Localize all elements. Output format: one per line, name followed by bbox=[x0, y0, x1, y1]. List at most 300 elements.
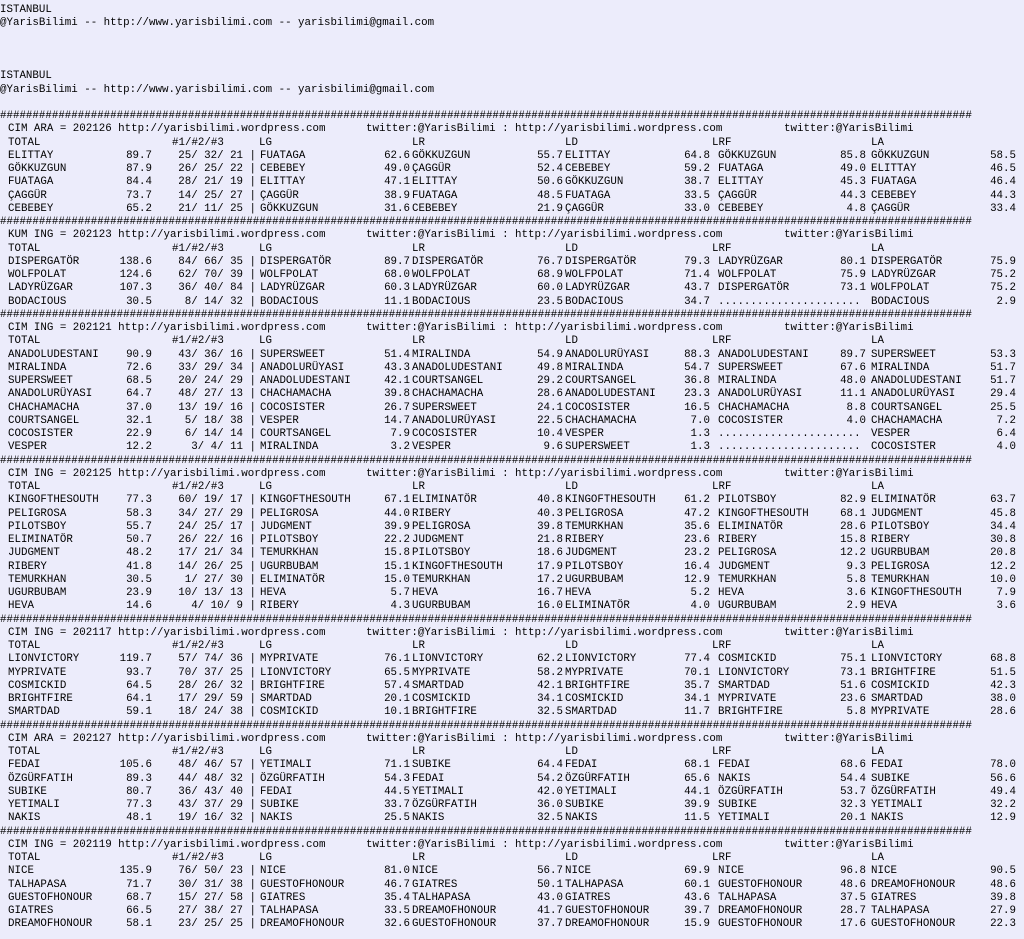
la-value: 90.5 bbox=[990, 865, 1016, 878]
lg-value: 65.5 bbox=[384, 666, 410, 679]
col-ld: LD bbox=[565, 640, 578, 652]
horse-name: COCOSISTER bbox=[8, 428, 73, 440]
lg-name: LADYRÜZGAR bbox=[260, 282, 325, 295]
horse-name: SUBIKE bbox=[8, 785, 47, 798]
total-score: 77.3 bbox=[126, 494, 152, 507]
lrf-name: ÖZGÜRFATIH bbox=[718, 785, 783, 798]
split-scores: 10/ 13/ 13 | bbox=[178, 587, 256, 599]
lr-name: DISPERGATÖR bbox=[412, 255, 484, 268]
la-name: NAKIS bbox=[871, 812, 904, 825]
lg-name: COCOSISTER bbox=[260, 401, 325, 414]
lrf-name: HEVA bbox=[718, 587, 744, 599]
lg-name: GUESTOFHONOUR bbox=[260, 878, 345, 891]
ld-value: 38.7 bbox=[684, 176, 710, 189]
col-splits: #1/#2/#3 bbox=[172, 335, 224, 348]
lrf-name: YETIMALI bbox=[718, 812, 770, 825]
ld-value: 39.9 bbox=[684, 799, 710, 811]
lrf-name: COSMICKID bbox=[718, 653, 777, 666]
split-scores: 18/ 24/ 38 | bbox=[178, 706, 256, 719]
lrf-name: SMARTDAD bbox=[718, 679, 770, 692]
lrf-value: 28.7 bbox=[840, 905, 866, 917]
split-scores: 26/ 22/ 16 | bbox=[178, 534, 256, 546]
ld-value: 61.2 bbox=[684, 494, 710, 507]
la-value: 32.2 bbox=[990, 799, 1016, 811]
split-scores: 43/ 37/ 29 | bbox=[178, 799, 256, 811]
twitter-handle: twitter:@YarisBilimi bbox=[784, 838, 914, 851]
lr-value: 16.0 bbox=[537, 600, 563, 613]
col-lr: LR bbox=[412, 852, 425, 864]
horse-name: FUATAGA bbox=[8, 176, 54, 189]
horse-name: UGURBUBAM bbox=[8, 587, 67, 599]
lg-value: 33.7 bbox=[384, 799, 410, 811]
lg-name: ELIMINATÖR bbox=[260, 573, 325, 586]
column-header-line bbox=[0, 481, 1024, 494]
column-header-line bbox=[0, 335, 1024, 348]
lg-name: WOLFPOLAT bbox=[260, 269, 319, 281]
ld-value: 16.5 bbox=[684, 401, 710, 414]
col-la: LA bbox=[871, 481, 884, 493]
table-row bbox=[0, 918, 1024, 931]
ld-value: 36.8 bbox=[684, 375, 710, 387]
lg-value: 68.0 bbox=[384, 269, 410, 281]
total-score: 68.7 bbox=[126, 891, 152, 904]
ld-value: 39.7 bbox=[684, 905, 710, 917]
ld-value: 11.5 bbox=[684, 812, 710, 825]
lg-value: 7.9 bbox=[390, 428, 410, 440]
lrf-value: 5.8 bbox=[846, 706, 866, 719]
horse-name: HEVA bbox=[8, 600, 34, 613]
lr-name: TALHAPASA bbox=[412, 891, 471, 904]
split-scores: 14/ 25/ 27 | bbox=[178, 189, 256, 202]
horse-name: VESPER bbox=[8, 441, 47, 454]
lrf-name: MYPRIVATE bbox=[718, 693, 777, 705]
lr-value: 50.1 bbox=[537, 878, 563, 891]
col-lg: LG bbox=[259, 335, 272, 348]
lg-name: DISPERGATÖR bbox=[260, 255, 332, 268]
total-score: 30.5 bbox=[126, 573, 152, 586]
col-lr: LR bbox=[412, 136, 425, 149]
ld-value: 23.6 bbox=[684, 534, 710, 546]
ld-name: LADYRÜZGAR bbox=[565, 282, 630, 295]
lg-value: 39.9 bbox=[384, 520, 410, 533]
la-name: GÖKKUZGUN bbox=[871, 149, 930, 162]
lrf-name: PILOTSBOY bbox=[718, 494, 777, 507]
la-name: FUATAGA bbox=[871, 176, 917, 189]
la-name: ELITTAY bbox=[871, 163, 917, 175]
lr-name: CEBEBEY bbox=[412, 202, 458, 215]
lg-value: 81.0 bbox=[384, 865, 410, 878]
la-value: 25.5 bbox=[990, 401, 1016, 414]
lr-value: 36.0 bbox=[537, 799, 563, 811]
col-ld: LD bbox=[565, 852, 578, 864]
column-header-line bbox=[0, 746, 1024, 759]
lg-value: 3.2 bbox=[390, 441, 410, 454]
split-scores: 19/ 16/ 32 | bbox=[178, 812, 256, 825]
lg-value: 25.5 bbox=[384, 812, 410, 825]
ld-name: SMARTDAD bbox=[565, 706, 617, 719]
ld-name: FUATAGA bbox=[565, 189, 611, 202]
ld-value: 64.8 bbox=[684, 149, 710, 162]
ld-value: 12.9 bbox=[684, 573, 710, 586]
ld-name: UGURBUBAM bbox=[565, 573, 624, 586]
ld-value: 34.1 bbox=[684, 693, 710, 705]
table-row bbox=[0, 428, 1024, 441]
col-splits: #1/#2/#3 bbox=[172, 242, 224, 255]
lg-name: BRIGHTFIRE bbox=[260, 679, 325, 692]
col-lg: LG bbox=[259, 242, 272, 255]
twitter-link: twitter:@YarisBilimi : http://yarisbilimi.wordpress.com bbox=[366, 322, 723, 334]
ld-name: PILOTSBOY bbox=[565, 560, 624, 573]
col-total: TOTAL bbox=[8, 746, 41, 758]
lr-value: 49.8 bbox=[537, 361, 563, 374]
horse-name: ELIMINATÖR bbox=[8, 534, 73, 546]
col-lg: LG bbox=[259, 640, 272, 652]
col-lr: LR bbox=[412, 640, 425, 652]
la-value: 12.2 bbox=[990, 560, 1016, 573]
total-score: 89.3 bbox=[126, 772, 152, 785]
lr-value: 32.5 bbox=[537, 706, 563, 719]
lg-name: UGURBUBAM bbox=[260, 560, 319, 573]
total-score: 135.9 bbox=[119, 865, 152, 878]
lr-value: 42.1 bbox=[537, 679, 563, 692]
col-total: TOTAL bbox=[8, 852, 41, 864]
col-la: LA bbox=[871, 852, 884, 864]
ld-name: COURTSANGEL bbox=[565, 375, 637, 387]
col-splits: #1/#2/#3 bbox=[172, 481, 224, 493]
la-name: ÖZGÜRFATIH bbox=[871, 785, 936, 798]
twitter-handle: twitter:@YarisBilimi bbox=[784, 467, 914, 480]
ld-value: 69.9 bbox=[684, 865, 710, 878]
table-row bbox=[0, 706, 1024, 719]
la-value: 6.4 bbox=[996, 428, 1016, 440]
ld-name: VESPER bbox=[565, 428, 604, 440]
table-row bbox=[0, 415, 1024, 428]
la-name: TEMURKHAN bbox=[871, 573, 930, 586]
la-value: 46.4 bbox=[990, 176, 1016, 189]
ld-name: MIRALINDA bbox=[565, 361, 624, 374]
lr-name: WOLFPOLAT bbox=[412, 269, 471, 281]
lg-name: MYPRIVATE bbox=[260, 653, 319, 666]
total-score: 73.7 bbox=[126, 189, 152, 202]
lr-value: 54.9 bbox=[537, 348, 563, 361]
split-scores: 28/ 26/ 32 | bbox=[178, 679, 256, 692]
race-title-line bbox=[0, 322, 1024, 335]
lg-name: GIATRES bbox=[260, 891, 306, 904]
total-score: 48.1 bbox=[126, 812, 152, 825]
lg-name: ÖZGÜRFATIH bbox=[260, 772, 325, 785]
ld-name: TEMURKHAN bbox=[565, 520, 624, 533]
lr-value: 68.9 bbox=[537, 269, 563, 281]
ld-value: 47.2 bbox=[684, 507, 710, 520]
split-scores: 25/ 32/ 21 | bbox=[178, 149, 256, 162]
table-row bbox=[0, 402, 1024, 415]
horse-name: TEMURKHAN bbox=[8, 573, 67, 586]
split-scores: 33/ 29/ 34 | bbox=[178, 361, 256, 374]
lrf-value: 2.9 bbox=[846, 600, 866, 613]
horse-name: NAKIS bbox=[8, 812, 41, 825]
la-name: PELIGROSA bbox=[871, 560, 930, 573]
lrf-name: GUESTOFHONOUR bbox=[718, 878, 803, 891]
lr-value: 60.0 bbox=[537, 282, 563, 295]
col-total: TOTAL bbox=[8, 640, 41, 652]
separator-line: ###################################################################################################################################################### bbox=[0, 110, 972, 122]
lrf-value: 51.6 bbox=[840, 679, 866, 692]
ld-value: 65.6 bbox=[684, 772, 710, 785]
total-score: 59.1 bbox=[126, 706, 152, 719]
lrf-name: DREAMOFHONOUR bbox=[718, 905, 803, 917]
lg-value: 46.7 bbox=[384, 878, 410, 891]
ld-name: BRIGHTFIRE bbox=[565, 679, 630, 692]
ld-value: 23.3 bbox=[684, 388, 710, 401]
ld-name: SUBIKE bbox=[565, 799, 604, 811]
split-scores: 36/ 40/ 84 | bbox=[178, 282, 256, 295]
lr-name: SUBIKE bbox=[412, 759, 451, 772]
col-lrf: LRF bbox=[712, 640, 732, 652]
lr-name: PELIGROSA bbox=[412, 520, 471, 533]
lrf-value: 4.0 bbox=[846, 414, 866, 427]
horse-name: JUDGMENT bbox=[8, 547, 60, 560]
lrf-name: ANADOLURÜYASI bbox=[718, 388, 803, 401]
lg-name: GÖKKUZGUN bbox=[260, 202, 319, 215]
horse-name: NICE bbox=[8, 865, 34, 878]
total-score: 71.7 bbox=[126, 878, 152, 891]
separator-line: ###################################################################################################################################################### bbox=[0, 825, 972, 838]
ld-name: ÇAGGÜR bbox=[565, 202, 604, 215]
col-ld: LD bbox=[565, 136, 578, 149]
race-title: CIM ING = 202119 http://yarisbilimi.wordpress.com bbox=[8, 838, 326, 851]
horse-name: BODACIOUS bbox=[8, 295, 67, 308]
lrf-value: 48.6 bbox=[840, 878, 866, 891]
la-value: 20.8 bbox=[990, 547, 1016, 560]
split-scores: 21/ 11/ 25 | bbox=[178, 202, 256, 215]
lrf-value: 82.9 bbox=[840, 494, 866, 507]
ld-value: 59.2 bbox=[684, 163, 710, 175]
ld-name: ANADOLURÜYASI bbox=[565, 348, 650, 361]
lrf-name: RIBERY bbox=[718, 534, 757, 546]
lrf-value: 53.7 bbox=[840, 785, 866, 798]
lrf-name: ELITTAY bbox=[718, 176, 764, 189]
la-name: COCOSISTER bbox=[871, 441, 936, 454]
table-row bbox=[0, 441, 1024, 454]
lrf-value: 80.1 bbox=[840, 255, 866, 268]
lrf-name: FUATAGA bbox=[718, 163, 764, 175]
lg-name: COURTSANGEL bbox=[260, 428, 332, 440]
total-score: 58.3 bbox=[126, 507, 152, 520]
header-city: ISTANBUL bbox=[0, 70, 52, 82]
lg-name: LIONVICTORY bbox=[260, 666, 332, 679]
race-title: CIM ING = 202121 http://yarisbilimi.wordpress.com bbox=[8, 322, 326, 334]
ld-value: 4.0 bbox=[690, 600, 710, 613]
table-row bbox=[0, 653, 1024, 666]
ld-name: COSMICKID bbox=[565, 693, 624, 705]
lr-value: 28.6 bbox=[537, 388, 563, 401]
split-scores: 17/ 21/ 34 | bbox=[178, 547, 256, 560]
col-splits: #1/#2/#3 bbox=[172, 746, 224, 758]
la-name: SUBIKE bbox=[871, 772, 910, 785]
table-row bbox=[0, 667, 1024, 680]
la-value: 22.3 bbox=[990, 918, 1016, 931]
ld-name: FEDAI bbox=[565, 759, 598, 772]
ld-value: 11.7 bbox=[684, 706, 710, 719]
lrf-value: 49.0 bbox=[840, 163, 866, 175]
lr-value: 37.7 bbox=[537, 918, 563, 931]
lr-value: 21.9 bbox=[537, 202, 563, 215]
horse-name: GUESTOFHONOUR bbox=[8, 891, 93, 904]
lrf-name: JUDGMENT bbox=[718, 560, 770, 573]
lr-name: SUPERSWEET bbox=[412, 401, 477, 414]
ld-name: MYPRIVATE bbox=[565, 666, 624, 679]
horse-name: DISPERGATÖR bbox=[8, 255, 80, 268]
total-score: 107.3 bbox=[119, 282, 152, 295]
lrf-value: 37.5 bbox=[840, 891, 866, 904]
table-row bbox=[0, 587, 1024, 600]
horse-name: ELITTAY bbox=[8, 149, 54, 162]
split-scores: 3/ 4/ 11 | bbox=[191, 441, 256, 454]
race-title-line bbox=[0, 229, 1024, 242]
la-name: DREAMOFHONOUR bbox=[871, 878, 956, 891]
lr-value: 58.2 bbox=[537, 666, 563, 679]
lr-value: 10.4 bbox=[537, 428, 563, 440]
lr-name: ANADOLUDESTANI bbox=[412, 361, 503, 374]
lr-value: 29.2 bbox=[537, 375, 563, 387]
twitter-link: twitter:@YarisBilimi : http://yarisbilimi.wordpress.com bbox=[366, 123, 723, 136]
lr-name: RIBERY bbox=[412, 507, 451, 520]
la-value: 38.0 bbox=[990, 693, 1016, 705]
la-name: CEBEBEY bbox=[871, 189, 917, 202]
lg-name: RIBERY bbox=[260, 600, 299, 613]
lr-name: CHACHAMACHA bbox=[412, 388, 484, 401]
split-scores: 44/ 48/ 32 | bbox=[178, 772, 256, 785]
lrf-value: 45.3 bbox=[840, 176, 866, 189]
col-lrf: LRF bbox=[712, 136, 732, 149]
ld-name: TALHAPASA bbox=[565, 878, 624, 891]
col-lg: LG bbox=[259, 852, 272, 864]
lg-name: MIRALINDA bbox=[260, 441, 319, 454]
ld-name: ÖZGÜRFATIH bbox=[565, 772, 630, 785]
race-title-line bbox=[0, 839, 1024, 852]
la-value: 75.2 bbox=[990, 269, 1016, 281]
lg-value: 14.7 bbox=[384, 414, 410, 427]
header-contact: @YarisBilimi -- http://www.yarisbilimi.com -- yarisbilimi@gmail.com bbox=[0, 17, 435, 29]
ld-value: 71.4 bbox=[684, 269, 710, 281]
lrf-name: NAKIS bbox=[718, 772, 751, 785]
la-value: 53.3 bbox=[990, 348, 1016, 361]
lrf-value: 23.6 bbox=[840, 693, 866, 705]
la-name: SMARTDAD bbox=[871, 693, 923, 705]
table-row bbox=[0, 574, 1024, 587]
la-value: 45.8 bbox=[990, 507, 1016, 520]
la-value: 51.5 bbox=[990, 666, 1016, 679]
total-score: 90.9 bbox=[126, 348, 152, 361]
ld-value: 5.2 bbox=[690, 587, 710, 599]
lr-name: MYPRIVATE bbox=[412, 666, 471, 679]
lr-value: 54.2 bbox=[537, 772, 563, 785]
la-value: 78.0 bbox=[990, 759, 1016, 772]
lrf-value: 73.1 bbox=[840, 282, 866, 295]
lr-value: 40.8 bbox=[537, 494, 563, 507]
horse-name: PELIGROSA bbox=[8, 507, 67, 520]
lr-name: GIATRES bbox=[412, 878, 458, 891]
total-score: 64.7 bbox=[126, 388, 152, 401]
lg-name: HEVA bbox=[260, 587, 286, 599]
total-score: 80.7 bbox=[126, 785, 152, 798]
lr-value: 34.1 bbox=[537, 693, 563, 705]
table-row bbox=[0, 812, 1024, 825]
lg-value: 51.4 bbox=[384, 348, 410, 361]
total-score: 58.1 bbox=[126, 918, 152, 931]
la-value: 42.3 bbox=[990, 679, 1016, 692]
la-name: BODACIOUS bbox=[871, 295, 930, 308]
ld-value: 7.0 bbox=[690, 414, 710, 427]
horse-name: PILOTSBOY bbox=[8, 520, 67, 533]
total-score: 66.5 bbox=[126, 905, 152, 917]
lr-value: 48.5 bbox=[537, 189, 563, 202]
lr-name: NICE bbox=[412, 865, 438, 878]
lg-name: ELITTAY bbox=[260, 176, 306, 189]
la-value: 28.6 bbox=[990, 706, 1016, 719]
horse-name: MIRALINDA bbox=[8, 361, 67, 374]
race-title: KUM ING = 202123 http://yarisbilimi.wordpress.com bbox=[8, 229, 326, 242]
lrf-value: 89.7 bbox=[840, 348, 866, 361]
lr-value: 56.7 bbox=[537, 865, 563, 878]
lg-value: 43.3 bbox=[384, 361, 410, 374]
la-name: NICE bbox=[871, 865, 897, 878]
ld-name: WOLFPOLAT bbox=[565, 269, 624, 281]
race-title-line bbox=[0, 123, 1024, 136]
ld-value: 88.3 bbox=[684, 348, 710, 361]
ld-value: 60.1 bbox=[684, 878, 710, 891]
lr-name: COURTSANGEL bbox=[412, 375, 484, 387]
col-splits: #1/#2/#3 bbox=[172, 640, 224, 652]
lr-name: TEMURKHAN bbox=[412, 573, 471, 586]
la-name: JUDGMENT bbox=[871, 507, 923, 520]
lg-value: 47.1 bbox=[384, 176, 410, 189]
lr-name: HEVA bbox=[412, 587, 438, 599]
lr-name: UGURBUBAM bbox=[412, 600, 471, 613]
la-value: 48.6 bbox=[990, 878, 1016, 891]
col-lr: LR bbox=[412, 746, 425, 758]
lrf-name: SUBIKE bbox=[718, 799, 757, 811]
lrf-name: ...................... bbox=[718, 428, 861, 440]
split-scores: 28/ 21/ 19 | bbox=[178, 176, 256, 189]
total-score: 105.6 bbox=[119, 759, 152, 772]
lg-value: 54.3 bbox=[384, 772, 410, 785]
twitter-link: twitter:@YarisBilimi : http://yarisbilimi.wordpress.com bbox=[366, 229, 723, 242]
horse-name: COURTSANGEL bbox=[8, 414, 80, 427]
la-name: PILOTSBOY bbox=[871, 520, 930, 533]
lrf-value: 9.3 bbox=[846, 560, 866, 573]
lg-name: SMARTDAD bbox=[260, 693, 312, 705]
ld-name: COCOSISTER bbox=[565, 401, 630, 414]
lrf-name: TALHAPASA bbox=[718, 891, 777, 904]
lrf-name: ÇAGGÜR bbox=[718, 189, 757, 202]
lrf-name: KINGOFTHESOUTH bbox=[718, 507, 809, 520]
horse-name: WOLFPOLAT bbox=[8, 269, 67, 281]
lg-name: SUBIKE bbox=[260, 799, 299, 811]
la-value: 68.8 bbox=[990, 653, 1016, 666]
ld-name: NICE bbox=[565, 865, 591, 878]
header-contact: @YarisBilimi -- http://www.yarisbilimi.com -- yarisbilimi@gmail.com bbox=[0, 83, 435, 96]
split-scores: 17/ 29/ 59 | bbox=[178, 693, 256, 705]
la-value: 51.7 bbox=[990, 361, 1016, 374]
la-value: 58.5 bbox=[990, 149, 1016, 162]
la-name: COURTSANGEL bbox=[871, 401, 943, 414]
split-scores: 62/ 70/ 39 | bbox=[178, 269, 256, 281]
la-name: ANADOLURÜYASI bbox=[871, 388, 956, 401]
la-value: 46.5 bbox=[990, 163, 1016, 175]
ld-value: 43.7 bbox=[684, 282, 710, 295]
lg-name: DREAMOFHONOUR bbox=[260, 918, 345, 931]
